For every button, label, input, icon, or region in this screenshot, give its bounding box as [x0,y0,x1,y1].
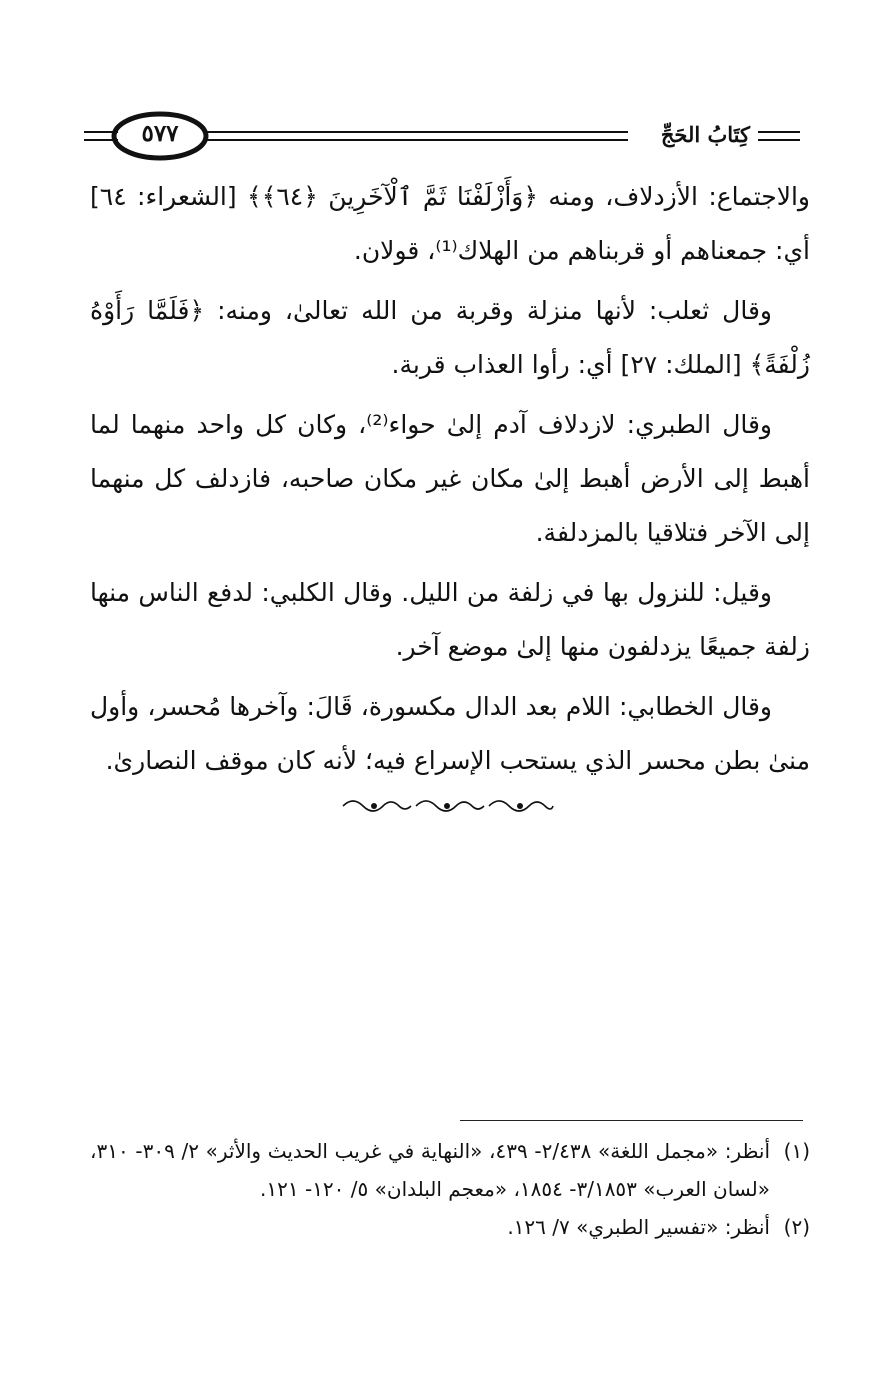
paragraph-4: وقيل: للنزول بها في زلفة من الليل. وقال الكلبي: لدفع الناس منها زلفة جميعًا يزدلفون منها إلىٰ موضع آخر. [90,578,810,661]
chapter-title: كِتَابُ الحَجِّ [660,122,750,147]
footnote-separator [460,1120,803,1121]
footnote-1 [90,1132,810,1208]
paragraph-2: وقال ثعلب: لأنها منزلة وقربة من الله تعالىٰ، ومنه: ﴿فَلَمَّا رَأَوْهُ زُلْفَةً﴾ [الملك: ٢٧] أي: رأوا العذاب قربة. [90,296,810,379]
paragraph-5: وقال الخطابي: اللام بعد الدال مكسورة، قَالَ: وآخرها مُحسر، وأول منىٰ بطن محسر الذي يستحب الإسراع فيه؛ لأنه كان موقف النصارىٰ. [90,692,810,775]
footnote-number: (٢) [783,1215,810,1239]
main-text [90,170,810,794]
footnote-text: أنظر: «تفسير الطبري» ٧/ ١٢٦. [507,1215,770,1239]
section-end-ornament [338,795,558,817]
footnote-text: أنظر: «مجمل اللغة» ٢/٤٣٨- ٤٣٩، «النهاية في غريب الحديث والأثر» ٢/ ٣٠٩- ٣١٠، «لسان العرب» ٣/١٨٥٣- ١٨٥٤، «معجم البلدان» ٥/ ١٢٠- ١٢١. [90,1139,771,1201]
page-header [0,0,879,170]
footnote-number: (١) [783,1139,810,1163]
paragraph-1: والاجتماع: الأزدلاف، ومنه ﴿وَأَزْلَفْنَا ثَمَّ ٱلْآخَرِينَ ﴿٦٤﴾﴾ [الشعراء: ٦٤] أي: جمعناهم أو قربناهم من الهلاك⁽¹⁾، قولان. [90,182,810,265]
footnote-2 [90,1208,810,1246]
page-number: ٥٧٧ [141,120,179,147]
footnotes [90,1132,810,1246]
paragraph-3: وقال الطبري: لازدلاف آدم إلىٰ حواء⁽²⁾، وكان كل واحد منهما لما أهبط إلى الأرض أهبط إلىٰ مكان غير مكان صاحبه، فازدلف كل منهما إلى الآخر فتلاقيا بالمزدلفة. [90,410,810,547]
